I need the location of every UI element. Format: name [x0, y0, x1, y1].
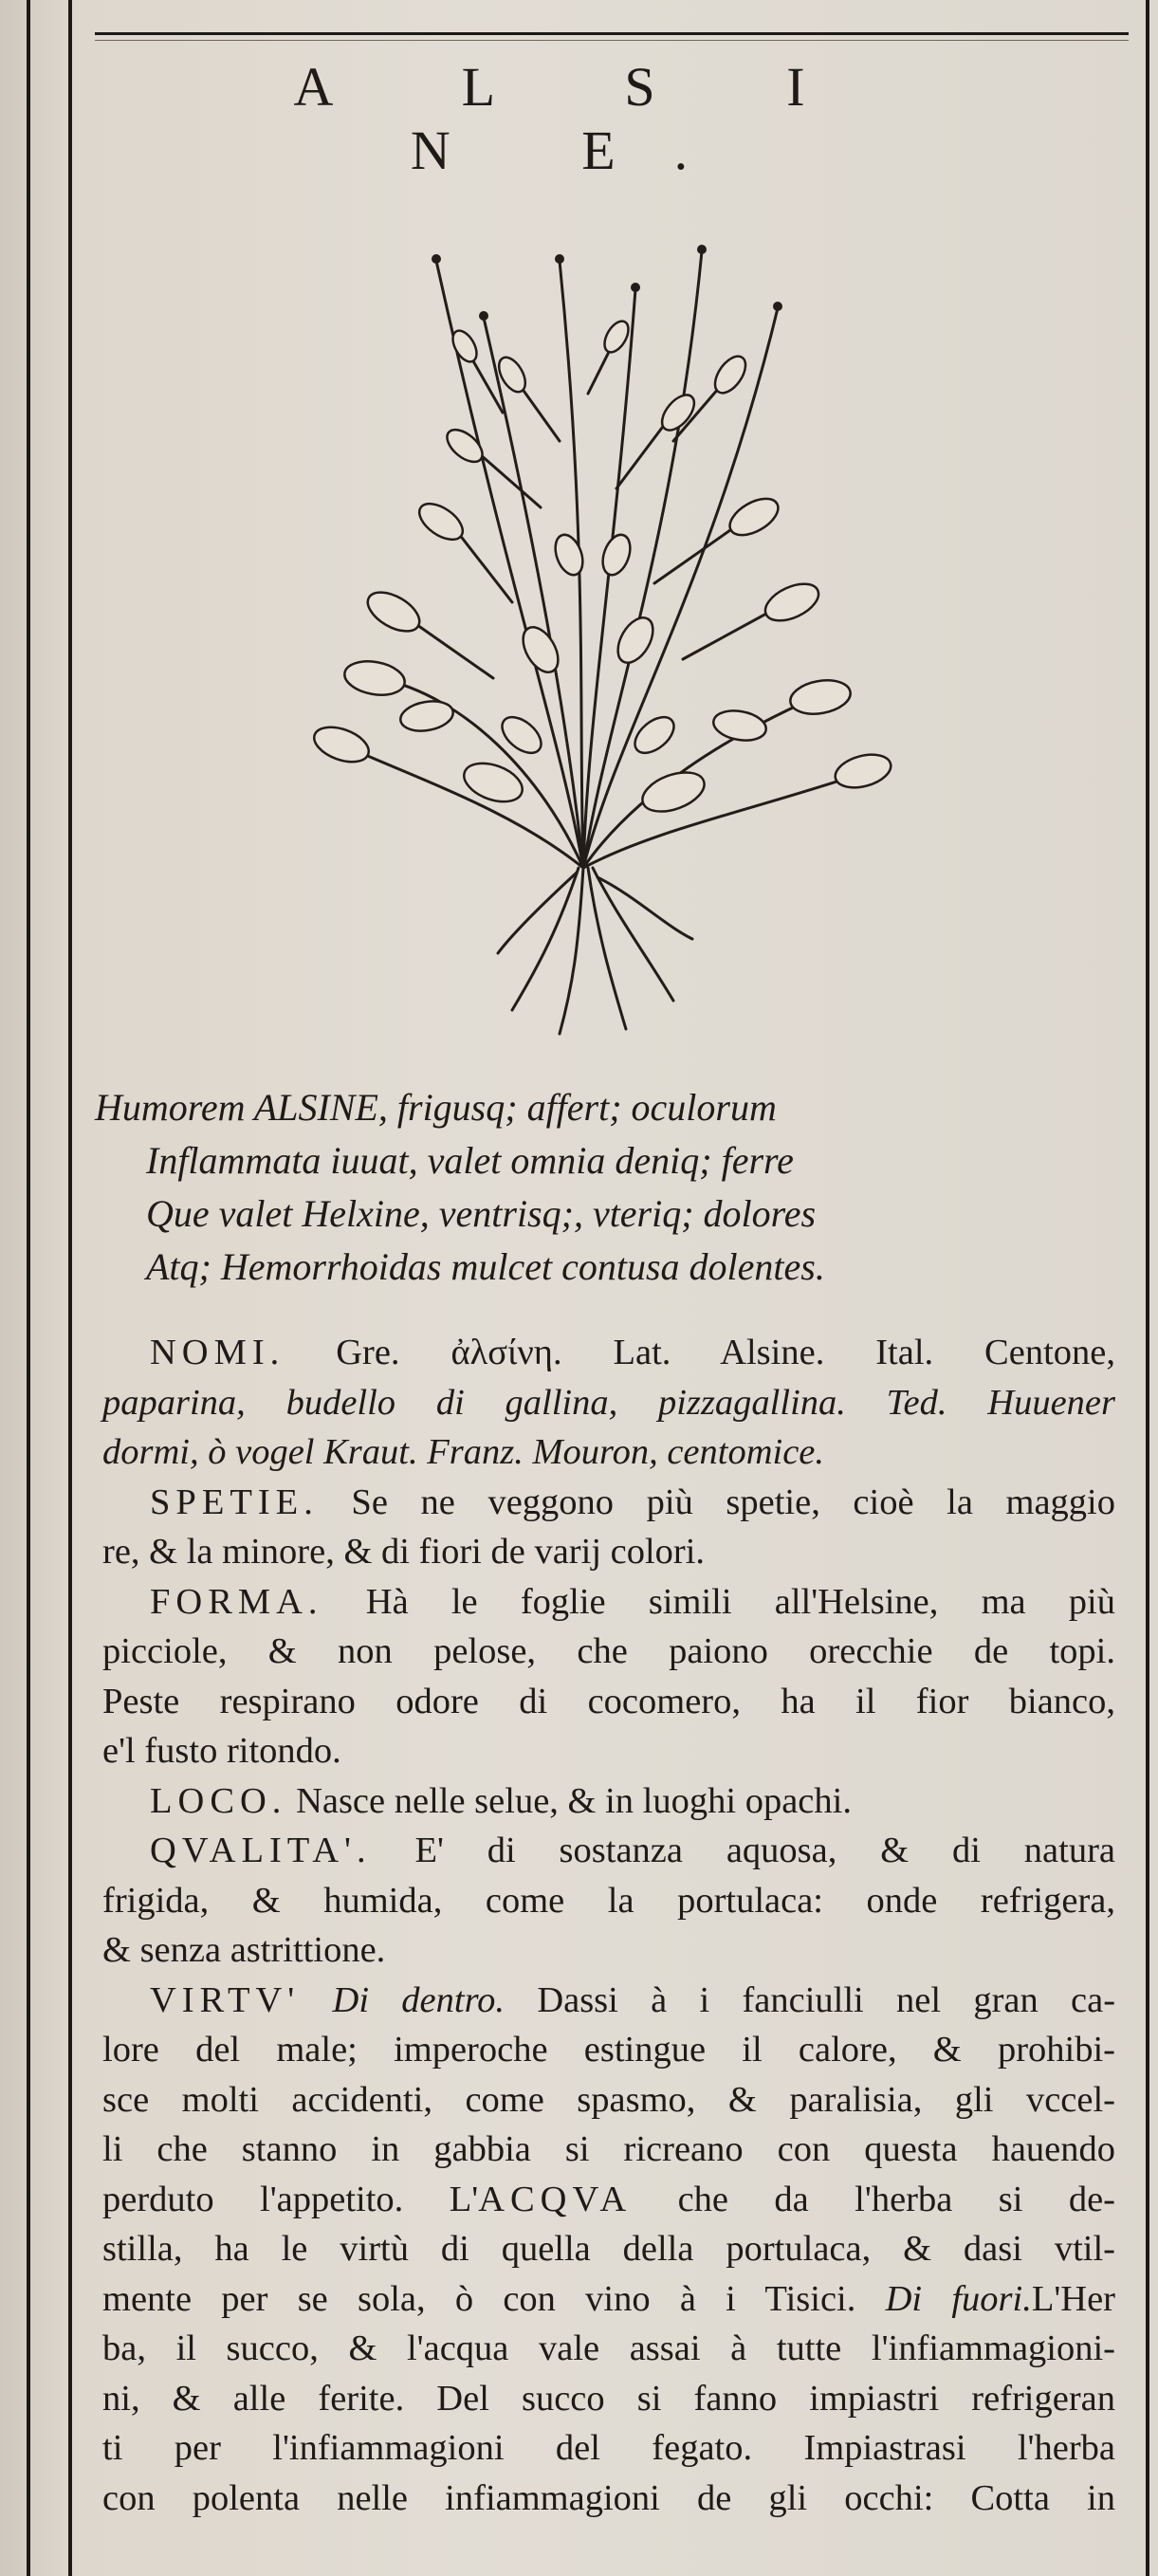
virtu-line-5a: perduto l'appetito. L' — [102, 2179, 479, 2219]
virtu-line-5b: che da l'herba si de- — [677, 2179, 1116, 2219]
virtu-line-6: stilla, ha le virtù di quella della portulaca, & dasi vtil- — [102, 2229, 1115, 2269]
verse-line-4: Atq; Hemorrhoidas mulcet contusa dolentes. — [146, 1245, 825, 1288]
forma-line-3: Peste respirano odore di cocomero, ha il fior bianco, — [102, 1681, 1115, 1721]
verse-block — [95, 1081, 1119, 1294]
qualita-line-1: E' di sostanza aquosa, & di natura — [414, 1831, 1116, 1870]
spetie-line-2: re, & la minore, & di fiori de varij colori. — [102, 1532, 706, 1572]
virtu-line-8: ba, il succo, & l'acqua vale assai à tutte l'infiammagioni- — [102, 2328, 1115, 2368]
virtu-line-4: li che stanno in gabbia si ricreano con questa hauendo — [102, 2129, 1115, 2169]
top-rule — [95, 32, 1129, 35]
verse-line-1: Humorem ALSINE, frigusq; affert; oculorum — [95, 1086, 777, 1129]
qualita-line-3: & senza astrittione. — [102, 1930, 386, 1970]
body-text — [102, 1328, 1115, 2523]
virtu-line-3: sce molti accidenti, come spasmo, & paralisia, gli vccel- — [102, 2079, 1115, 2120]
nomi-line-1: Gre. ἀλσίνη. Lat. Alsine. Ital. Centone, — [336, 1333, 1115, 1372]
section-virtu — [102, 1976, 1115, 2524]
loco-line-1: Nasce nelle selue, & in luoghi opachi. — [296, 1780, 852, 1821]
section-head-nomi: NOMI. — [150, 1333, 285, 1372]
section-forma — [102, 1577, 1115, 1776]
forma-line-1: Hà le foglie simili all'Helsine, ma più — [365, 1581, 1116, 1622]
nomi-line-3: dormi, ò vogel Kraut. Franz. Mouron, centomice. — [102, 1432, 824, 1472]
left-page-edge-rule — [27, 0, 30, 2576]
page-title: A L S I N E. — [293, 56, 864, 181]
section-head-loco: LOCO. — [150, 1780, 287, 1821]
virtu-line-7b: L'Her — [1031, 2278, 1115, 2319]
section-head-virtu: VIRTV' — [150, 1979, 301, 2020]
section-head-qualita: QVALITA'. — [150, 1831, 372, 1870]
top-rule-thin — [95, 40, 1129, 41]
section-spetie — [102, 1478, 1115, 1577]
virtu-line-9: ni, & alle ferite. Del succo si fanno impiastri refrigeran — [102, 2378, 1115, 2419]
virtu-line-10: ti per l'infiammagioni del fegato. Impiastrasi l'herba — [102, 2428, 1115, 2468]
virtu-line-1: Dassi à i fanciulli nel gran ca- — [537, 1979, 1116, 2020]
section-head-spetie: SPETIE. — [150, 1481, 319, 1522]
virtu-acqua-head: ACQVA — [478, 2179, 633, 2219]
virtu-subhead-dentro: Di dentro. — [332, 1979, 505, 2020]
section-loco — [102, 1776, 1115, 1827]
virtu-subhead-fuori: Di fuori. — [885, 2278, 1032, 2319]
verse-line-3: Que valet Helxine, ventrisq;, vteriq; dolores — [146, 1192, 817, 1235]
section-nomi — [102, 1328, 1115, 1478]
forma-line-2: picciole, & non pelose, che paiono orecchie de topi. — [102, 1631, 1115, 1671]
qualita-line-2: frigida, & humida, come la portulaca: onde refrigera, — [102, 1880, 1115, 1921]
plant-woodcut-illustration — [275, 204, 901, 1048]
nomi-line-2: paparina, budello di gallina, pizzagallina. Ted. Huuener — [102, 1382, 1115, 1423]
section-qualita — [102, 1826, 1115, 1976]
right-margin-rule — [1146, 0, 1149, 2576]
spetie-line-1: Se ne veggono più spetie, cioè la maggio — [351, 1481, 1115, 1522]
virtu-line-2: lore del male; imperoche estingue il calore, & prohibi- — [102, 2030, 1115, 2070]
virtu-line-11: con polenta nelle infiammagioni de gli occhi: Cotta in — [102, 2477, 1115, 2518]
forma-line-4: e'l fusto ritondo. — [102, 1731, 341, 1771]
verse-line-2: Inflammata iuuat, valet omnia deniq; ferre — [146, 1139, 794, 1182]
left-margin-rule — [68, 0, 72, 2576]
section-head-forma: FORMA. — [150, 1581, 323, 1622]
virtu-line-7a: mente per se sola, ò con vino à i Tisici. — [102, 2278, 856, 2319]
